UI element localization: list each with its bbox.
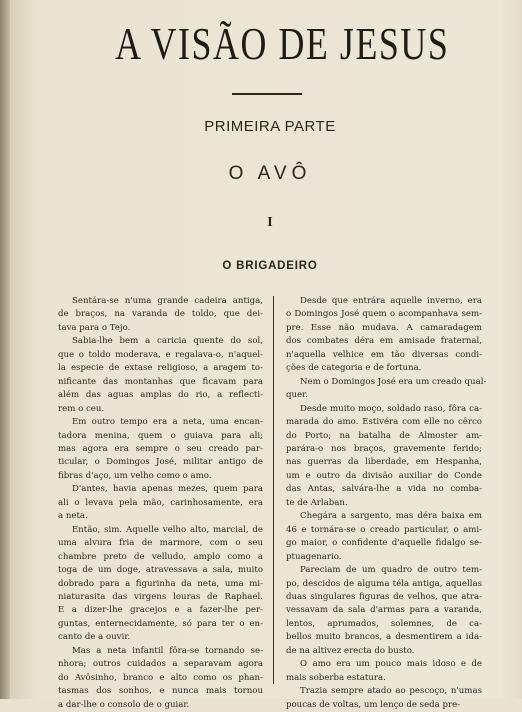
text-line: O amo era um pouco mais idoso e de: [300, 659, 482, 670]
text-line: das Antas, salvára-lhe a vida no comba-: [286, 484, 482, 495]
text-line: vessavam da sala d'armas para a varanda,: [286, 605, 482, 616]
text-line: Sabia-lhe bem a caricia quente do sol,: [72, 336, 263, 347]
text-line: ticular, o Domingos José, militar antigo de: [58, 457, 263, 468]
part-heading: PRIMEIRA PARTE: [204, 118, 336, 135]
text-line: mas agora era sempre o seu creado par-: [58, 443, 263, 454]
text-column-left: [58, 295, 263, 710]
text-line: te de Arlaban.: [286, 497, 348, 508]
text-line: chambre preto de velludo, amplo como a: [58, 551, 263, 562]
text-line: nhora; outros cuidados a separavam agora: [58, 659, 263, 670]
text-line: uma alvura fria de marmore, com o seu: [58, 538, 263, 549]
text-line: ptuagenario.: [286, 551, 342, 562]
text-line: Sentára-se n'uma grande cadeira antiga,: [72, 296, 263, 306]
text-line: E a dizer-lhe gracejos e a fazer-lhe per-: [58, 605, 263, 616]
text-line: la especie de extase religioso, a aragem to-: [58, 363, 263, 374]
text-line: nificante das montanhas que ficavam para: [58, 376, 263, 387]
text-line: dos combates déra em amisade fraternal,: [286, 336, 482, 347]
text-column-right: [286, 295, 487, 710]
text-line: go maior, o confidente d'aquelle fidalgo se-: [286, 538, 482, 549]
text-line: rem o ceu.: [58, 403, 105, 414]
chapter-heading: O AVÔ: [228, 163, 312, 184]
text-line: po, descidos de alguma téla antiga, aquellas: [286, 578, 482, 589]
text-line: duas singulares figuras de velhos, que atra-: [286, 591, 482, 602]
text-line: do Avôsinho, branco e alto como os phan-: [58, 672, 263, 683]
text-line: poucas de voltas, um lenço de seda pre-: [286, 699, 461, 710]
text-line: do Porto; na batalha de Almoster am-: [286, 430, 482, 441]
text-line: marada do amo. Estivéra com elle no cêrco: [286, 417, 482, 428]
text-line: Pareciam de um quadro de outro tem-: [300, 565, 482, 576]
text-line: Em outro tempo era a neta, uma encan-: [72, 417, 263, 428]
text-line: além das aguas amplas do rio, a reflecti-: [58, 390, 263, 401]
section-heading: O BRIGADEIRO: [222, 260, 318, 272]
column-divider: [273, 296, 274, 684]
text-line: um e outro da divisão auxiliar do Conde: [286, 470, 482, 481]
text-line: D'antes, havia apenas mezes, quem para: [72, 484, 263, 495]
text-line: a dar-lhe o consolo de o guiar.: [58, 699, 190, 710]
text-line: de braços, na varanda de toldo, que dei-: [58, 309, 263, 320]
chapter-numeral: I: [267, 215, 273, 230]
text-line: 46 e tornára-se o creado particular, o ami-: [286, 524, 482, 535]
text-line: de na altivez erecta do busto.: [286, 645, 415, 656]
text-line: tasmas dos sonhos, e nunca mais tornou: [58, 686, 263, 697]
text-line: Nem o Domingos José era um creado qual-: [300, 376, 487, 387]
text-line: Mas a neta infantil fôra-se tornando se-: [72, 645, 263, 656]
text-line: n'aquella velhice em tão diversas condi-: [286, 349, 482, 360]
text-line: Desde que entrára aquelle inverno, era: [300, 296, 482, 306]
text-line: quer.: [286, 390, 309, 401]
text-line: dobrado para a figurinha da neta, uma mi-: [58, 578, 263, 589]
text-line: guntas, enternecidamente, só para ter o en-: [58, 618, 263, 629]
book-title: A VISÃO DE JESUS: [115, 18, 450, 69]
text-line: bellos muito brancos, a desmentirem a ida-: [286, 632, 482, 643]
book-spine-shadow: [0, 0, 10, 699]
text-line: nas guerras da liberdade, em Hespanha,: [286, 457, 482, 468]
text-line: a neta.: [58, 511, 88, 522]
text-line: tava para o Tejo.: [58, 322, 131, 333]
text-line: Chegára a sargento, mas déra baixa em: [300, 511, 482, 522]
text-line: fibras d'aço, um velho como o amo.: [58, 470, 212, 481]
text-line: mais soberba estatura.: [286, 672, 386, 683]
text-line: que o toldo moderava, e regalava-o, n'aquel-: [58, 349, 263, 360]
text-line: tadora menina, quem o guiava para ali;: [58, 430, 263, 441]
text-line: pre. Esse não mudava. A camaradagem: [286, 322, 482, 333]
text-line: canto de a ouvir.: [58, 632, 131, 643]
text-line: parára-o nos braços, gravemente ferido;: [286, 443, 482, 454]
text-line: ali o levava pela mão, carinhosamente, era: [58, 497, 263, 508]
title-rule: [232, 93, 302, 95]
text-line: Trazia sempre atado ao pescoço, n'umas: [300, 686, 482, 697]
text-line: niaturasita das virgens louras de Raphael.: [58, 591, 263, 602]
text-line: lentos, aprumados, solemnes, de ca-: [286, 618, 482, 629]
text-line: ções de categoria e de fortuna.: [286, 363, 422, 374]
text-line: Então, sim. Aquelle velho alto, marcial, de: [72, 524, 263, 535]
text-line: Desde muito moço, soldado raso, fôra ca-: [300, 403, 482, 414]
text-line: o Domingos José quem o acompanhava sem-: [286, 309, 482, 320]
text-line: toga de um doge, atravessava a sala, muito: [58, 565, 263, 576]
